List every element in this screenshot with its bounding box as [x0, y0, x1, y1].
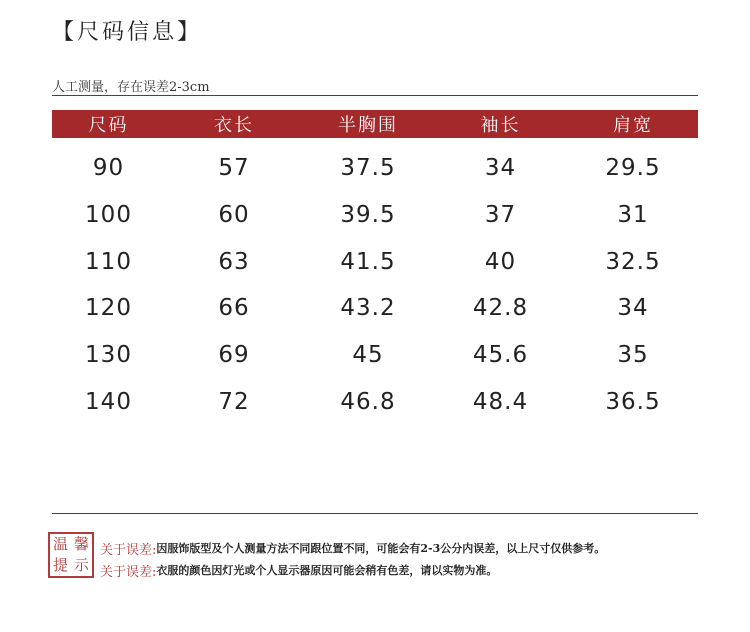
cell-shoulder: 31	[617, 202, 649, 228]
cell-sleeve: 40	[484, 249, 517, 275]
cell-size: 110	[85, 249, 132, 275]
section-title: 【尺码信息】	[52, 20, 203, 45]
header-sleeve: 袖长	[480, 115, 521, 136]
cell-size: 120	[85, 295, 132, 321]
measurement-note: 人工测量，存在误差2-3cm	[52, 80, 210, 95]
cell-shoulder: 29.5	[605, 155, 661, 181]
cell-half-chest: 39.5	[340, 202, 396, 228]
table-row	[52, 197, 698, 233]
tip-label: 关于误差:	[100, 564, 157, 580]
table-row	[52, 244, 698, 280]
cell-shoulder: 34	[617, 295, 649, 321]
cell-length: 66	[218, 295, 250, 321]
cell-half-chest: 46.8	[340, 389, 396, 415]
cell-sleeve: 34	[484, 155, 517, 181]
stamp-char: 提	[52, 556, 68, 574]
tip-text: 衣服的颜色因灯光或个人显示器原因可能会稍有色差，请以实物为准。	[156, 564, 498, 577]
divider-bottom	[52, 513, 698, 514]
header-shoulder: 肩宽	[613, 115, 653, 136]
cell-sleeve: 42.8	[472, 295, 529, 321]
cell-length: 69	[218, 342, 250, 368]
tip-text: 因服饰版型及个人测量方法不同跟位置不同，可能会有2-3公分内误差，以上尺寸仅供参考。	[156, 542, 606, 555]
cell-half-chest: 37.5	[340, 155, 396, 181]
table-row	[52, 337, 698, 373]
stamp-char: 馨	[73, 535, 89, 553]
cell-half-chest: 41.5	[340, 249, 396, 275]
cell-shoulder: 36.5	[605, 389, 661, 415]
tips-block	[100, 537, 605, 581]
tips-stamp	[48, 532, 94, 578]
header-length: 衣长	[214, 115, 254, 136]
cell-length: 57	[218, 155, 250, 181]
tip-line	[100, 559, 605, 581]
cell-half-chest: 45	[352, 342, 384, 368]
cell-size: 100	[85, 202, 132, 228]
tip-label: 关于误差:	[100, 542, 157, 558]
divider-top	[52, 95, 698, 96]
cell-sleeve: 48.4	[472, 389, 529, 415]
cell-half-chest: 43.2	[340, 295, 396, 321]
cell-size: 90	[92, 155, 125, 181]
stamp-char: 温	[52, 535, 68, 553]
cell-size: 130	[85, 342, 132, 368]
table-row	[52, 384, 698, 420]
cell-length: 63	[218, 249, 250, 275]
cell-size: 140	[85, 389, 132, 415]
cell-shoulder: 32.5	[605, 249, 661, 275]
table-row	[52, 150, 698, 186]
cell-sleeve: 37	[484, 202, 517, 228]
tip-line	[100, 537, 605, 559]
cell-length: 60	[218, 202, 250, 228]
stamp-char: 示	[73, 556, 89, 574]
cell-length: 72	[218, 389, 250, 415]
header-half-chest: 半胸围	[338, 115, 398, 136]
table-header-row	[52, 110, 698, 138]
table-row	[52, 290, 698, 326]
cell-shoulder: 35	[617, 342, 649, 368]
cell-sleeve: 45.6	[472, 342, 529, 368]
header-size: 尺码	[88, 115, 129, 136]
